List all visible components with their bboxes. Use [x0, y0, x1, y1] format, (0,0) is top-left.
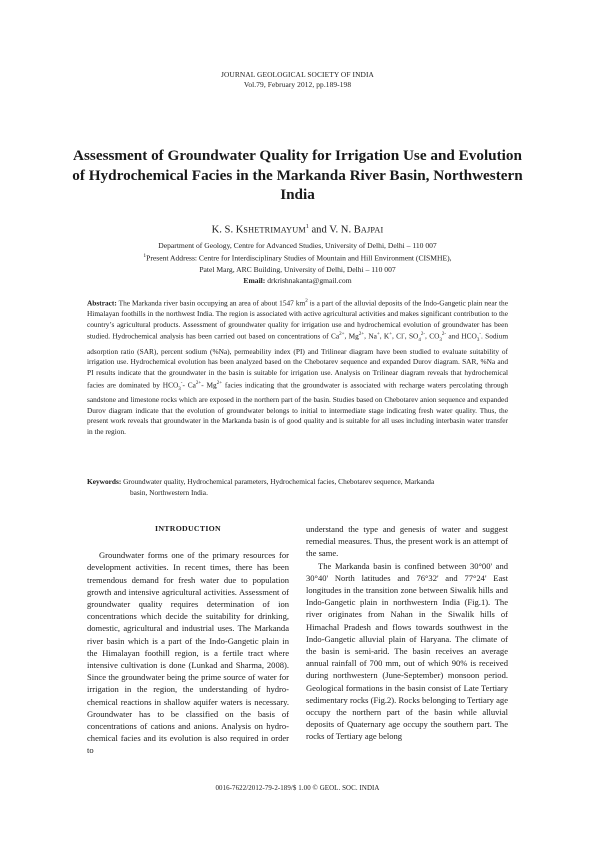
- email-label: Email:: [243, 275, 266, 285]
- author-conjunction: and: [308, 224, 330, 236]
- intro-paragraph-1-continued: understand the type and genesis of water and suggest remedial measures. Thus, the present work is an attempt of the same.: [306, 524, 508, 559]
- column-left: [87, 523, 289, 757]
- keywords-label: Keywords:: [87, 477, 122, 486]
- intro-paragraph-2: The Markanda basin is confined between 30°00' and 30°40' North latitudes and 76°32' and 77°24' East longitudes in the transition zone between Siwalik hills and Indo-Gangetic plain in northwestern India (Fig.1). The river originates from Nahan in the Siwalik hills of Himachal Pradesh and flows towards southwest in the Indo-Gangetic alluvial plain of Haryana. The climate of the basin is semi-arid. The basin receives an average annual rainfall of 700 mm, out of which 90% is received during northwestern (June-September) monsoon period. Geological formations in the basin consist of Late Tertiary sedimentary rocks (Fig.2). Rocks belonging to Tertiary age occupy the northern part of the basin while alluvial deposits of Quaternary age occupy the southern part. The rocks of Tertiary age belong: [306, 560, 508, 742]
- affiliations: [0, 240, 595, 286]
- keywords-text: Groundwater quality, Hydrochemical parameters, Hydrochemical facies, Chebotarev sequence, Markanda: [121, 477, 435, 486]
- keywords-text-line2: basin, Northwestern India.: [130, 487, 208, 497]
- paper-title: Assessment of Groundwater Quality for Irrigation Use and Evolution of Hydrochemical Facies in the Markanda River Basin, Northwestern India: [72, 147, 523, 203]
- intro-paragraph-1: Groundwater forms one of the primary resources for development activities. In recent times, there has been tremendous demand for fresh water due to population growth and intensive agricultural activities. Assessment of groundwater quality requires determination of ion concentrations which decide the suitability for drinking, domestic, agricultural and industrial uses. The Markanda river basin which is a part of the Indo-Gangetic plain in the Himalayan foothill region, is a fertile tract where intensive cultivation is done (Lunkad and Sharma, 2008). Since the groundwater being the prime source of water for irrigation in the region, the understanding of hydro-chemical reactions in shallow aquifer waters is necessary. Groundwater has to be classified on the basis of concentrations of cations and anions. Analysis on hydro-chemical facies and its evolution is also required in order to: [87, 550, 289, 756]
- author1-mark: 1: [305, 224, 309, 230]
- affiliation-present: $^1$Present Address: Centre for Interdisciplinary Studies of Mountain and Hill Environment (CISMHE),: [143, 253, 452, 263]
- volume-info: Vol.79, February 2012, pp.189-198: [243, 80, 352, 89]
- affiliation-present-line2: Patel Marg, ARC Building, University of Delhi, Delhi – 110 007: [199, 264, 396, 274]
- journal-header: [0, 70, 595, 90]
- affiliation-dept: Department of Geology, Centre for Advanced Studies, University of Delhi, Delhi – 110 007: [158, 241, 437, 250]
- abstract: Abstract: The Markanda river basin occupying an area of about 1547 $km^2$ is a part of the alluvial deposits of the Indo-Gangetic plain near the Himalayan foothills in the northwest India. The region is associated with active agricultural activities and makes significant contribution to the country’s agricultural products. Assessment of groundwater quality for irrigation use and hydrochemical evolution of groundwater has been studied. Hydrochemical analysis has been carried out based on concentrations of $Ca^{2+}$, $Mg^{2+}$, Na+, K+, Cl-, $SO_4^{2-}$, $CO_3^{2-}$ and $HCO_3^-$. Sodium adsorption ratio (SAR), percent sodium (%Na), permeability index (PI) and Trilinear diagram have been studied to evaluate suitability of irrigation use. Hydrochemical evolution has been analyzed based on the Chebotarev sequence and expanded Durov diagram. SAR, %Na and PI results indicate that the groundwater in the basin is suitable for irrigation use. Analysis on Trilinear diagram reveals that hydrochemical facies are dominated by $HCO_3^--$ $Ca^{2+}-$ $Mg^{2+}$ facies indicating that the groundwater is associated with recharge waters percolating through sandstone and limestone rocks which are exposed in the northern part of the basin. Studies based on Chebotarev anion sequence and expanded Durov diagram indicate that the evolution of groundwater belongs to initial to intermediate stage indicating fresh water quality. Thus, the present work reveals that groundwater in the Markanda basin is of good quality and is suitable for all uses including interbasin water transfer in the region.: [87, 298, 509, 436]
- page-footer: 0016-7622/2012-79-2-189/$ 1.00 © GEOL. SOC. INDIA: [215, 785, 380, 792]
- journal-name: JOURNAL GEOLOGICAL SOCIETY OF INDIA: [221, 70, 374, 79]
- author1-surname: SHETRIMAYUM: [243, 225, 306, 235]
- email-line: [0, 275, 595, 286]
- author-line: [0, 224, 595, 236]
- author1-initials: K. S. K: [211, 224, 244, 236]
- keywords: [87, 477, 508, 498]
- author2-initials: V. N. B: [329, 224, 361, 236]
- abstract-label: Abstract:: [87, 298, 117, 308]
- column-right: [306, 523, 508, 743]
- author2-surname: AJPAI: [360, 225, 384, 235]
- email-address: drkrishnakanta@gmail.com: [265, 275, 352, 285]
- section-heading-introduction: INTRODUCTION: [155, 524, 221, 533]
